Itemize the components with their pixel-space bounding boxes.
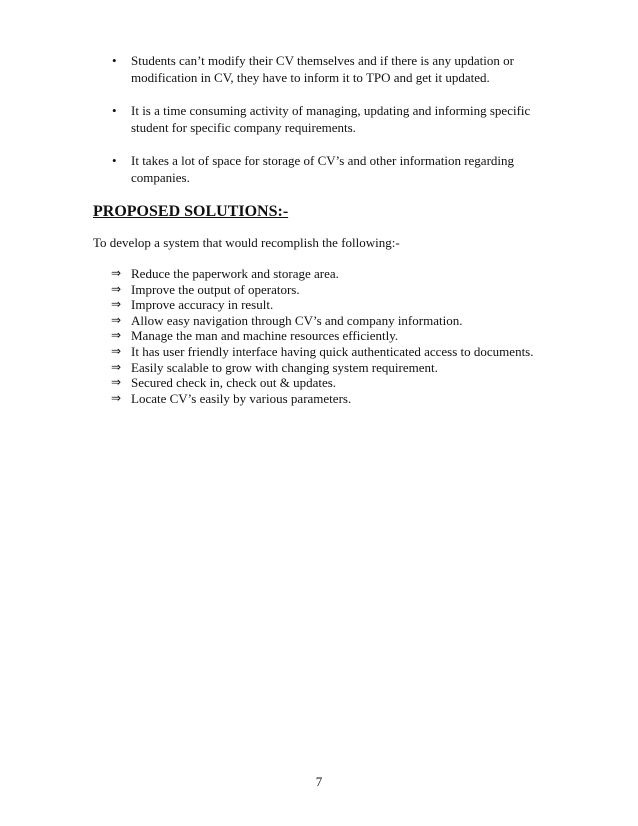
- bullet-item: [112, 52, 532, 86]
- solution-text: Easily scalable to grow with changing system requirement.: [131, 359, 438, 375]
- section-heading: PROPOSED SOLUTIONS:-: [93, 203, 289, 220]
- double-arrow-icon: ⇒: [111, 328, 122, 343]
- solution-text: It has user friendly interface having quick authenticated access to documents.: [131, 343, 534, 359]
- bullet-icon: •: [112, 53, 117, 68]
- bullet-icon: •: [112, 153, 117, 168]
- double-arrow-icon: ⇒: [111, 281, 122, 296]
- solution-item: [111, 360, 531, 376]
- bullet-item: [112, 152, 532, 186]
- solution-text: Improve the output of operators.: [131, 281, 300, 297]
- double-arrow-icon: ⇒: [111, 359, 122, 374]
- double-arrow-icon: ⇒: [111, 375, 122, 390]
- solution-item: [111, 343, 534, 360]
- bullet-text: It takes a lot of space for storage of CV’s and other information regarding companies.: [131, 153, 515, 185]
- page-number: 7: [315, 774, 323, 789]
- solution-text: Allow easy navigation through CV’s and company information.: [131, 312, 463, 328]
- bullet-icon: •: [112, 103, 117, 118]
- solution-item: [111, 328, 531, 344]
- double-arrow-icon: ⇒: [111, 343, 122, 358]
- double-arrow-icon: ⇒: [111, 312, 122, 327]
- solution-text: Improve accuracy in result.: [131, 297, 274, 313]
- solution-text: Locate CV’s easily by various parameters.: [131, 390, 352, 406]
- solution-item: [111, 282, 531, 298]
- solution-list: [111, 266, 534, 406]
- solution-item: [111, 375, 531, 391]
- solution-item: [111, 266, 531, 282]
- solution-item: [111, 313, 531, 329]
- double-arrow-icon: ⇒: [111, 390, 122, 405]
- double-arrow-icon: ⇒: [111, 266, 122, 280]
- solution-text: Reduce the paperwork and storage area.: [131, 266, 339, 281]
- solution-text: Secured check in, check out & updates.: [131, 375, 337, 391]
- double-arrow-icon: ⇒: [111, 297, 122, 312]
- bullet-text: Students can’t modify their CV themselves and if there is any updation or modification in CV, they have to inform it to TPO and get it updated.: [131, 53, 514, 85]
- bullet-text: It is a time consuming activity of managing, updating and informing specific student for specific company requirements.: [131, 103, 531, 135]
- problem-bullet-list: [112, 52, 532, 202]
- solution-text: Manage the man and machine resources efficiently.: [131, 328, 399, 344]
- bullet-item: [112, 102, 532, 136]
- solution-item: [111, 297, 531, 313]
- solution-item: [111, 391, 531, 407]
- intro-paragraph: To develop a system that would recomplish the following:-: [93, 235, 400, 250]
